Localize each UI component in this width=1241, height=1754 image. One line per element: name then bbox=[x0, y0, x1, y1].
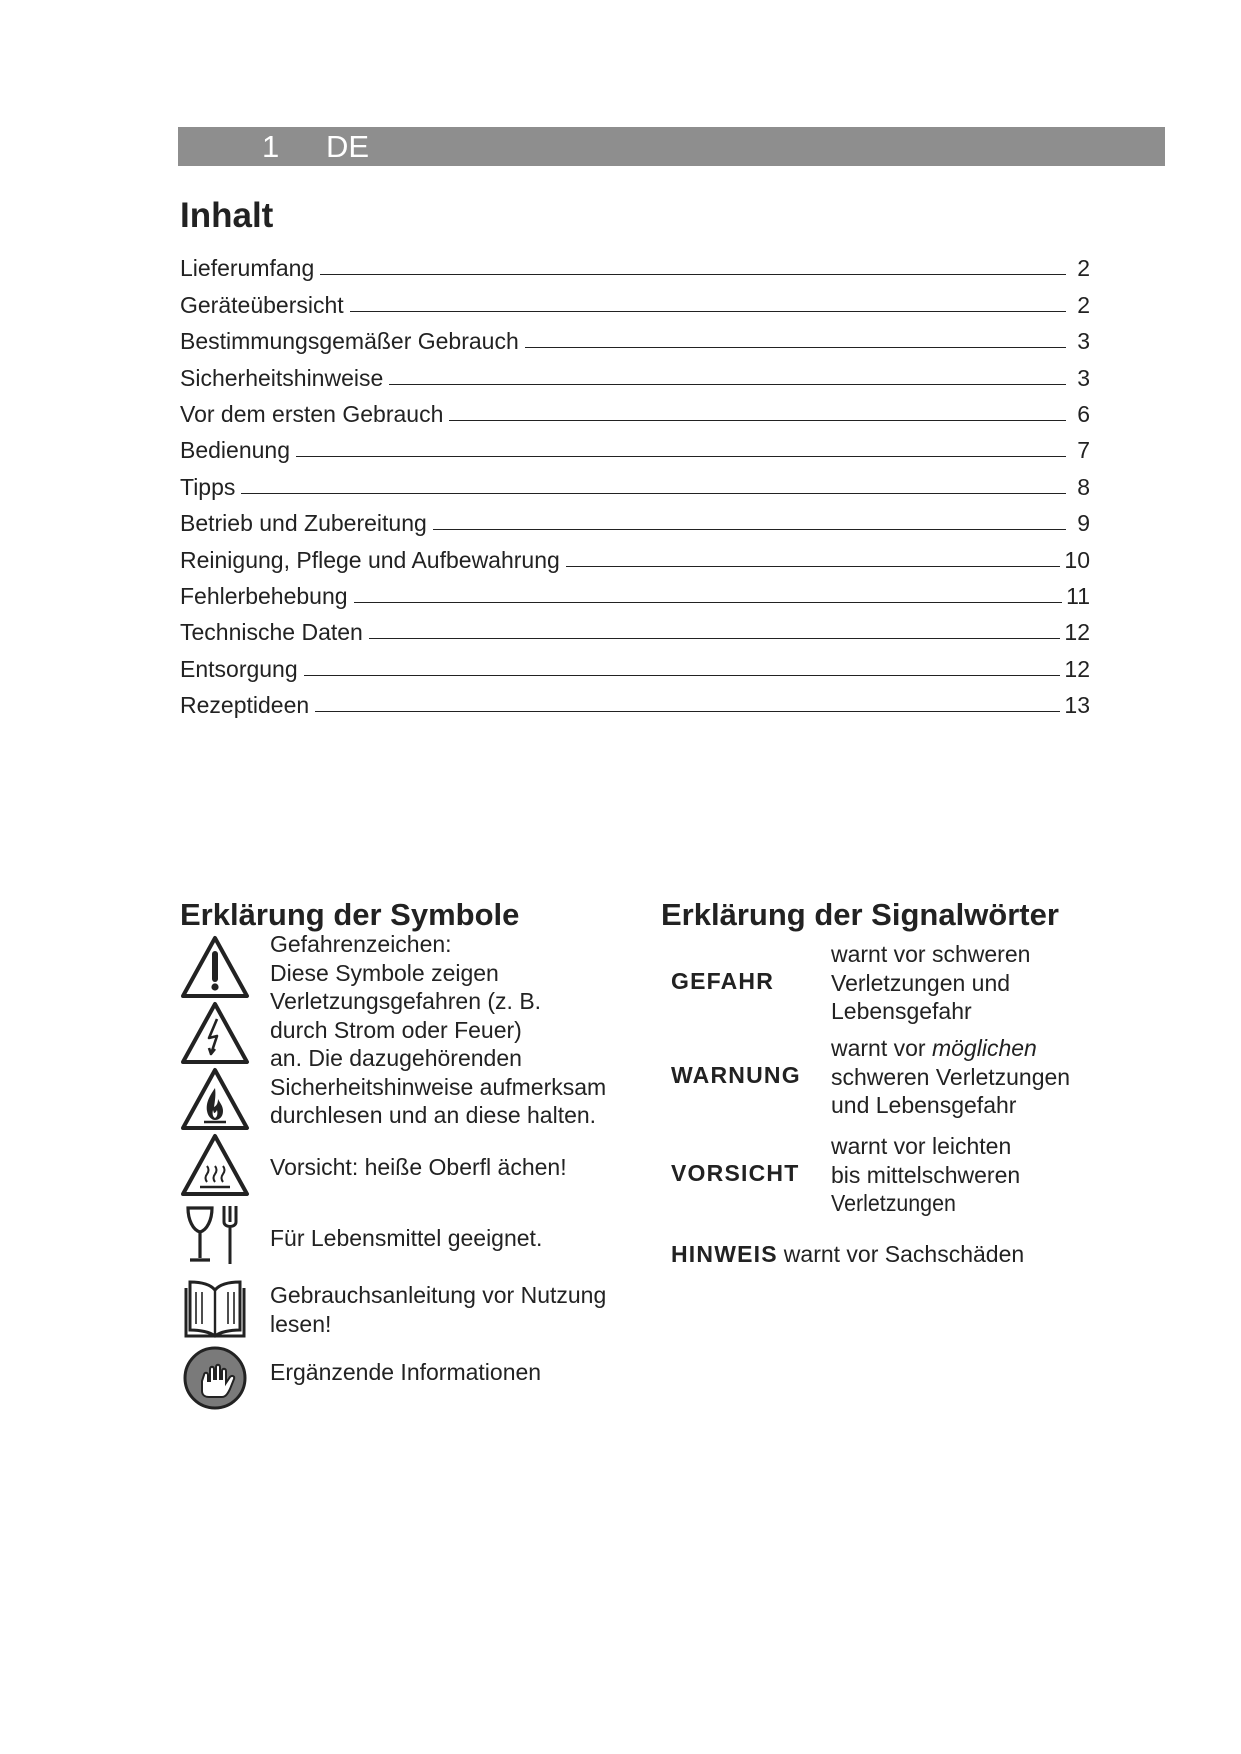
text-line: Gefahrenzeichen: bbox=[270, 931, 452, 957]
toc-leader-line bbox=[350, 311, 1066, 312]
text-line bbox=[831, 1189, 1111, 1218]
toc-entry-label: Reinigung, Pflege und Aufbewahrung bbox=[180, 546, 560, 573]
toc-leader-line bbox=[320, 274, 1066, 275]
read-manual-icon bbox=[180, 1276, 250, 1342]
toc-entry bbox=[180, 537, 1090, 573]
toc-entry-page: 10 bbox=[1064, 546, 1090, 573]
toc-entry bbox=[180, 610, 1090, 646]
toc-entry-page: 12 bbox=[1064, 619, 1090, 646]
toc-entry bbox=[180, 246, 1090, 282]
page-number: 1 bbox=[262, 129, 280, 164]
signal-word-gefahr: GEFAHR bbox=[671, 968, 775, 994]
text-line: Verletzungsgefahren (z. B. bbox=[270, 988, 542, 1014]
toc-entry-page: 2 bbox=[1077, 291, 1090, 318]
text-line: und Lebensgefahr bbox=[831, 1092, 1017, 1119]
toc-entry bbox=[180, 464, 1090, 500]
toc-leader-line bbox=[315, 711, 1060, 712]
toc-leader-line bbox=[354, 602, 1063, 603]
toc-entry-label: Lieferumfang bbox=[180, 255, 315, 282]
toc-entry-page: 6 bbox=[1077, 400, 1090, 427]
text-line: Sicherheitshinweise aufmerksam bbox=[270, 1073, 607, 1100]
toc-entry-label: Tipps bbox=[180, 473, 236, 500]
toc-entry-label: Fehlerbehebung bbox=[180, 582, 348, 609]
signal-row-hinweis bbox=[671, 1241, 1024, 1268]
toc-entry bbox=[180, 428, 1090, 464]
text-line: Lebensgefahr bbox=[831, 998, 972, 1025]
toc-leader-line bbox=[389, 384, 1066, 385]
toc-entry-page: 3 bbox=[1077, 364, 1090, 391]
emphasis-text: möglichen bbox=[931, 1035, 1037, 1061]
signal-word-vorsicht: VORSICHT bbox=[671, 1160, 800, 1186]
warning-triangle-icon bbox=[180, 934, 250, 1000]
toc-entry-page: 11 bbox=[1066, 582, 1090, 609]
read-manual-description bbox=[270, 1281, 640, 1338]
toc-entry-page: 13 bbox=[1064, 692, 1090, 719]
text-prefix: warnt vor bbox=[831, 1035, 932, 1061]
text-line: warnt vor leichten bbox=[831, 1133, 1012, 1159]
toc-entry-label: Technische Daten bbox=[180, 619, 363, 646]
toc-leader-line bbox=[433, 529, 1066, 530]
pointing-hand-icon bbox=[180, 1345, 250, 1411]
toc-entry-page: 8 bbox=[1077, 473, 1090, 500]
info-description: Ergänzende Informationen bbox=[270, 1359, 542, 1385]
toc-entry-label: Rezeptideen bbox=[180, 692, 310, 719]
text-line: Gebrauchsanleitung vor Nutzung bbox=[270, 1282, 607, 1308]
toc-leader-line bbox=[566, 566, 1061, 567]
toc-entry-page: 2 bbox=[1077, 255, 1090, 282]
table-of-contents bbox=[180, 246, 1090, 719]
text-line: schweren Verletzungen bbox=[831, 1063, 1071, 1090]
condensed-text: Verletzungen bbox=[831, 1190, 956, 1217]
text-line: warnt vor schweren bbox=[831, 941, 1031, 967]
electric-hazard-icon bbox=[180, 1000, 250, 1066]
toc-entry bbox=[180, 683, 1090, 719]
text-line: durchlesen und an diese halten. bbox=[270, 1102, 597, 1128]
toc-leader-line bbox=[369, 638, 1061, 639]
toc-entry-label: Geräteübersicht bbox=[180, 291, 344, 318]
toc-entry-page: 3 bbox=[1077, 328, 1090, 355]
toc-entry-label: Entsorgung bbox=[180, 655, 298, 682]
toc-entry-label: Bedienung bbox=[180, 437, 290, 464]
toc-entry bbox=[180, 646, 1090, 682]
toc-entry bbox=[180, 392, 1090, 428]
hot-surface-description: Vorsicht: heiße Oberfl ächen! bbox=[270, 1154, 567, 1180]
toc-leader-line bbox=[241, 493, 1066, 494]
signal-word-hinweis: HINWEIS bbox=[671, 1241, 778, 1267]
food-safe-description: Für Lebensmittel geeignet. bbox=[270, 1225, 543, 1251]
text-line: Verletzungen und bbox=[831, 969, 1011, 996]
toc-entry bbox=[180, 574, 1090, 610]
signal-desc-warnung bbox=[831, 1034, 1111, 1120]
signal-desc-hinweis: warnt vor Sachschäden bbox=[783, 1241, 1025, 1267]
toc-entry-label: Vor dem ersten Gebrauch bbox=[180, 400, 444, 427]
text-line: lesen! bbox=[270, 1310, 332, 1337]
text-line: an. Die dazugehörenden bbox=[270, 1045, 522, 1071]
signal-desc-gefahr bbox=[831, 940, 1111, 1026]
symbols-title: Erklärung der Symbole bbox=[180, 897, 520, 932]
page-header-bar bbox=[178, 127, 1165, 166]
toc-entry bbox=[180, 282, 1090, 318]
toc-entry-label: Sicherheitshinweise bbox=[180, 364, 384, 391]
toc-entry bbox=[180, 355, 1090, 391]
toc-entry-page: 12 bbox=[1064, 655, 1090, 682]
signal-words-title: Erklärung der Signalwörter bbox=[661, 897, 1059, 932]
signal-word-warnung: WARNUNG bbox=[671, 1062, 801, 1088]
toc-leader-line bbox=[296, 456, 1066, 457]
toc-entry bbox=[180, 501, 1090, 537]
food-safe-icon bbox=[180, 1202, 250, 1268]
toc-entry bbox=[180, 319, 1090, 355]
danger-symbols-description bbox=[270, 930, 640, 1130]
text-line: durch Strom oder Feuer) bbox=[270, 1016, 522, 1043]
text-line: Diese Symbole zeigen bbox=[270, 959, 499, 986]
text-line bbox=[831, 1034, 1111, 1063]
hot-surface-icon bbox=[180, 1132, 250, 1198]
toc-leader-line bbox=[525, 347, 1066, 348]
toc-entry-page: 7 bbox=[1077, 437, 1090, 464]
toc-entry-page: 9 bbox=[1077, 510, 1090, 537]
toc-leader-line bbox=[449, 420, 1066, 421]
toc-leader-line bbox=[304, 675, 1061, 676]
language-code: DE bbox=[326, 129, 370, 164]
toc-entry-label: Bestimmungsgemäßer Gebrauch bbox=[180, 328, 519, 355]
fire-hazard-icon bbox=[180, 1066, 250, 1132]
text-line: bis mittelschweren bbox=[831, 1161, 1021, 1188]
toc-title: Inhalt bbox=[180, 196, 274, 235]
toc-entry-label: Betrieb und Zubereitung bbox=[180, 510, 427, 537]
signal-desc-vorsicht bbox=[831, 1132, 1111, 1218]
